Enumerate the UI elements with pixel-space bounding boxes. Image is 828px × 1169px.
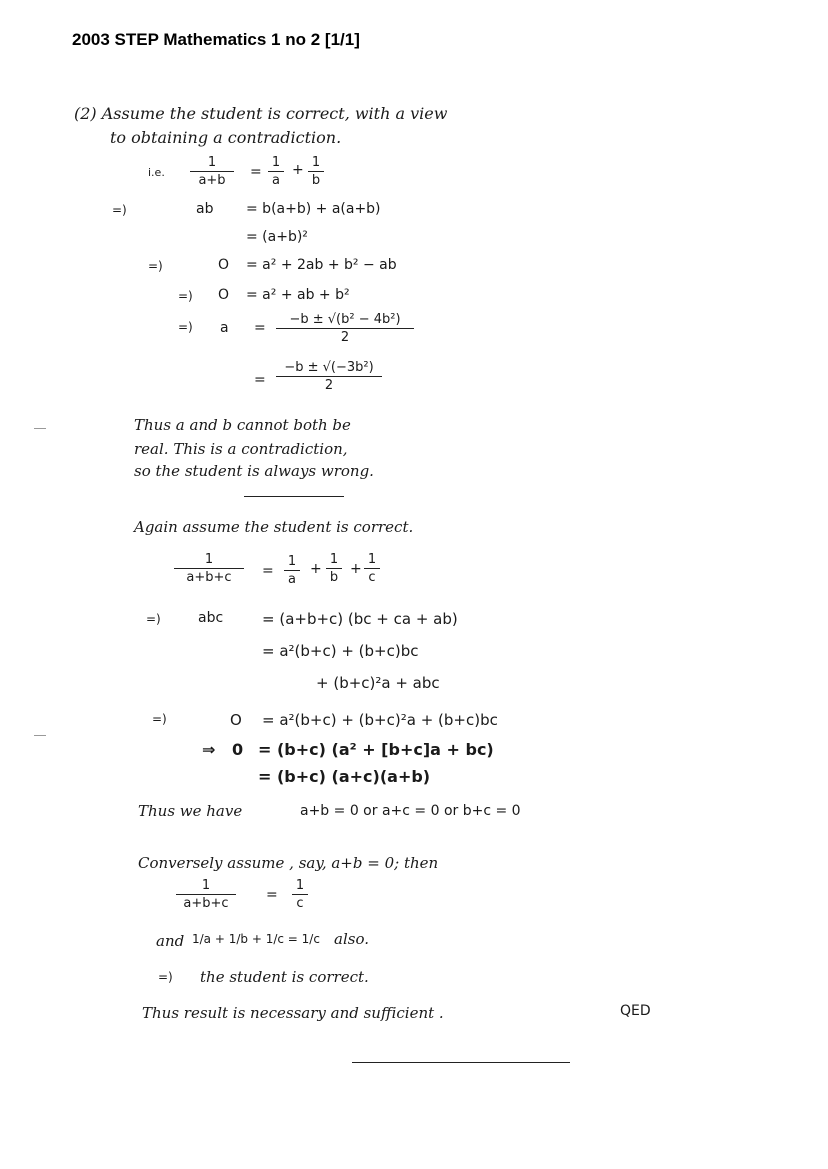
frac-den: a+b xyxy=(198,173,226,188)
margin-tick xyxy=(34,735,46,736)
page-title: 2003 STEP Mathematics 1 no 2 [1/1] xyxy=(72,30,360,49)
fraction-1-over-c xyxy=(292,878,308,911)
frac-num: −b ± √(b² − 4b²) xyxy=(276,312,414,329)
fraction-lhs-abc xyxy=(174,552,244,585)
frac-den: a+b+c xyxy=(183,896,229,911)
implies-arrow: ⇒ xyxy=(202,740,216,759)
equals-sign: = xyxy=(262,563,274,579)
fraction-lhs-abc-2 xyxy=(176,878,236,911)
conversely-line: Conversely assume , say, a+b = 0; then xyxy=(138,854,439,872)
final-statement: Thus result is necessary and sufficient . xyxy=(142,1004,444,1022)
eq3-rhs: = a²(b+c) + (b+c)bc xyxy=(262,642,419,660)
frac-den: b xyxy=(311,173,321,188)
implies-arrow: =) xyxy=(178,320,193,334)
intro-line-1: (2) Assume the student is correct, with a view xyxy=(74,104,448,123)
fraction-1-over-c xyxy=(364,552,380,585)
eq6-lhs: a xyxy=(220,320,229,336)
thus-we-have: Thus we have xyxy=(138,802,243,820)
ie-label: i.e. xyxy=(148,166,165,179)
eq4-rhs: = a²(b+c) + (b+c)²a + (b+c)bc xyxy=(262,711,498,729)
plus-sign: + xyxy=(350,561,362,577)
implies-arrow: =) xyxy=(158,970,173,984)
conclusion-line-3: so the student is always wrong. xyxy=(134,462,374,480)
frac-den: c xyxy=(296,896,304,911)
frac-num: 1 xyxy=(308,155,324,172)
eq4-lhs: O xyxy=(218,257,230,273)
frac-num: 1 xyxy=(292,878,308,895)
implies-arrow: =) xyxy=(148,259,163,273)
and-label: and xyxy=(156,932,185,950)
equals-sign: = xyxy=(254,372,266,388)
fraction-1-over-b xyxy=(326,552,342,585)
implies-arrow: =) xyxy=(146,612,161,626)
frac-num: 1 xyxy=(326,552,342,569)
frac-den: 2 xyxy=(324,378,334,393)
eq3-rhs: = (a+b)² xyxy=(246,229,308,245)
eq4-lhs: O xyxy=(230,711,242,729)
cases-line: a+b = 0 or a+c = 0 or b+c = 0 xyxy=(300,803,521,819)
discriminant-fraction xyxy=(276,360,382,393)
margin-tick xyxy=(34,428,46,429)
eq2-rhs: = (a+b+c) (bc + ca + ab) xyxy=(262,610,458,628)
frac-num: 1 xyxy=(174,552,244,569)
qed-label: QED xyxy=(620,1003,651,1019)
equals-sign: = xyxy=(254,320,266,336)
frac-den: b xyxy=(329,570,339,585)
part2-intro: Again assume the student is correct. xyxy=(134,518,414,536)
eq6-rhs: = (b+c) (a+c)(a+b) xyxy=(258,767,431,786)
implies-arrow: =) xyxy=(112,203,127,217)
conclusion-line-1: Thus a and b cannot both be xyxy=(134,416,351,434)
frac-num: 1 xyxy=(284,554,300,571)
also-label: also. xyxy=(334,930,369,948)
plus-sign: + xyxy=(292,162,304,178)
fraction-1-over-b xyxy=(308,155,324,188)
intro-line-2: to obtaining a contradiction. xyxy=(110,128,342,147)
eq2-rhs: = b(a+b) + a(a+b) xyxy=(246,201,381,217)
eq4-rhs: = a² + 2ab + b² − ab xyxy=(246,257,397,273)
section-divider xyxy=(244,496,344,497)
eq3b-rhs: + (b+c)²a + abc xyxy=(316,674,440,692)
frac-num: 1 xyxy=(364,552,380,569)
frac-num: −b ± √(−3b²) xyxy=(276,360,382,377)
frac-num: 1 xyxy=(190,155,234,172)
frac-den: a xyxy=(288,572,296,587)
fraction-1-over-a xyxy=(268,155,284,188)
implies-arrow: =) xyxy=(178,289,193,303)
frac-num: 1 xyxy=(268,155,284,172)
plus-sign: + xyxy=(310,561,322,577)
fraction-1-over-a xyxy=(284,554,300,587)
conclusion-line-2: real. This is a contradiction, xyxy=(134,440,348,458)
end-rule xyxy=(352,1062,570,1063)
eq5-lhs: 0 xyxy=(232,740,244,759)
eq5-lhs: O xyxy=(218,287,230,303)
frac-den: a+b+c xyxy=(186,570,232,585)
student-correct: the student is correct. xyxy=(200,968,369,986)
implies-arrow: =) xyxy=(152,712,167,726)
frac-den: c xyxy=(368,570,376,585)
eq5-rhs: = a² + ab + b² xyxy=(246,287,350,303)
equals-sign: = xyxy=(250,164,262,180)
frac-num: 1 xyxy=(176,878,236,895)
equals-sign: = xyxy=(266,887,278,903)
quadratic-formula-fraction xyxy=(276,312,414,345)
eq5-rhs: = (b+c) (a² + [b+c]a + bc) xyxy=(258,740,494,759)
eq2-lhs: ab xyxy=(196,201,214,217)
reciprocal-sum: 1/a + 1/b + 1/c = 1/c xyxy=(192,932,320,946)
eq2-lhs: abc xyxy=(198,610,224,626)
frac-den: 2 xyxy=(340,330,350,345)
fraction-lhs xyxy=(190,155,234,188)
frac-den: a xyxy=(272,173,280,188)
